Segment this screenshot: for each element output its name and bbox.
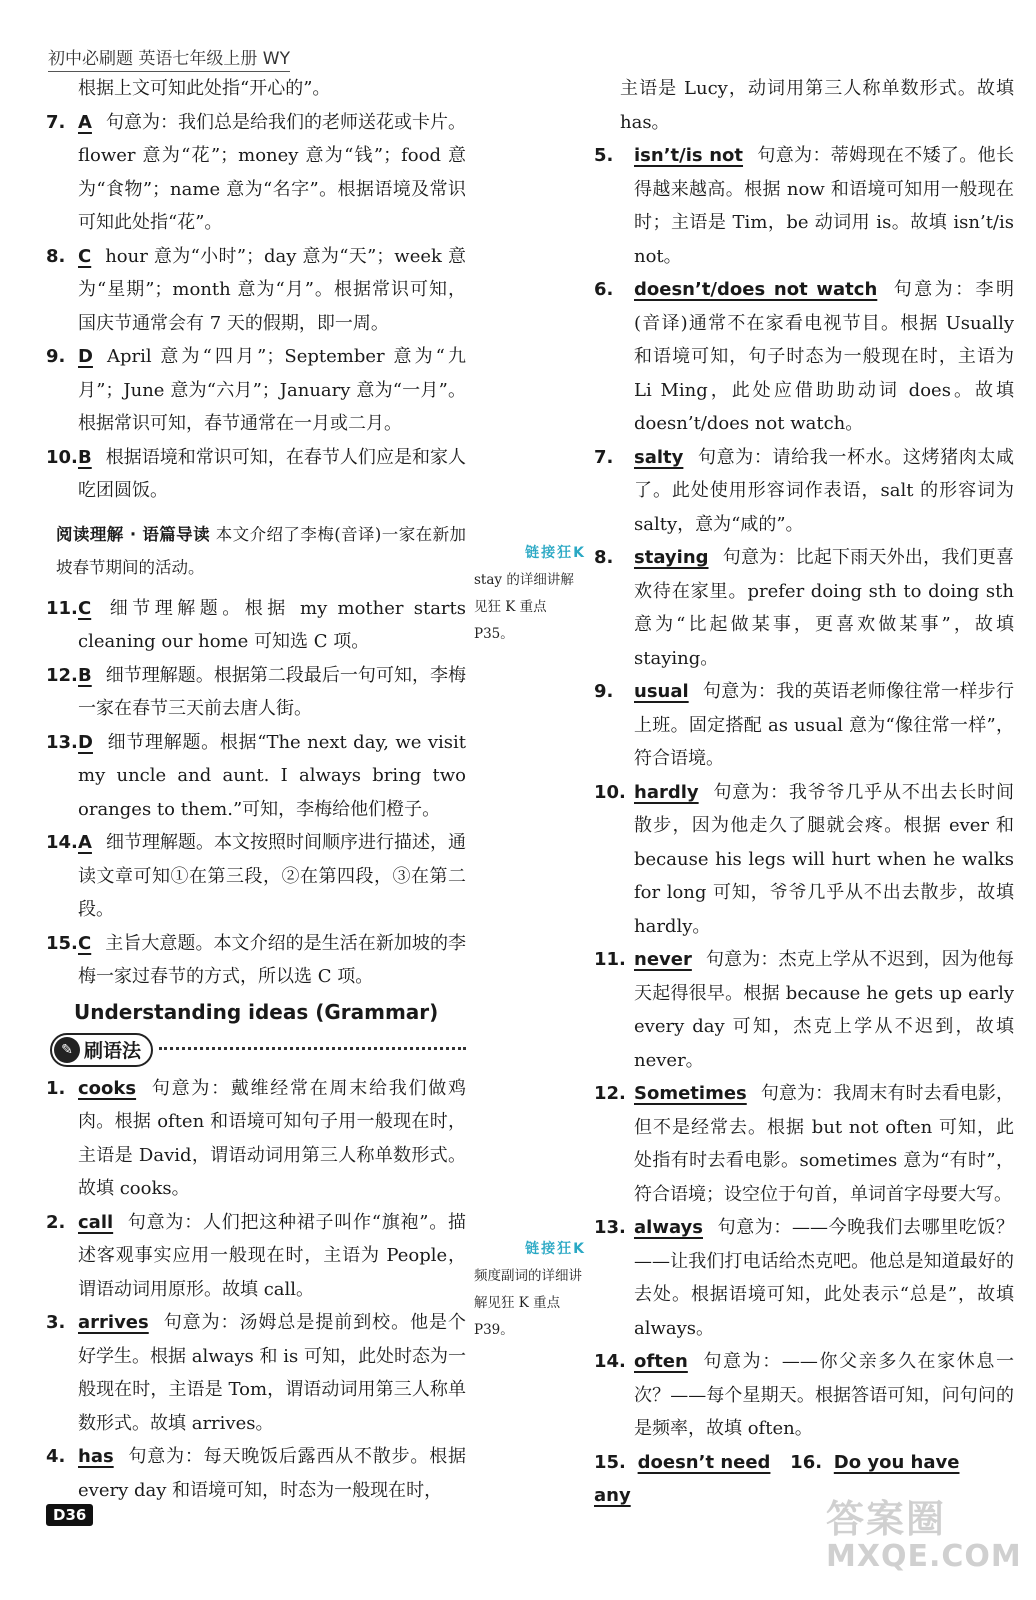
side-note-text: 频度副词的详细讲解见狂 K 重点 P39。 [474, 1268, 582, 1338]
answer: D [78, 346, 93, 367]
answer-item [594, 273, 1014, 441]
item-number: 2. [46, 1211, 66, 1233]
watermark-logo [826, 1488, 1026, 1588]
item-body [78, 1072, 466, 1206]
item-body [634, 441, 1014, 542]
answer: isn’t/is not [634, 145, 744, 166]
right-column [594, 72, 1014, 1513]
answer-item [594, 541, 1014, 675]
link-tag: 链接狂K [525, 545, 586, 561]
grammar-badge [50, 1033, 153, 1067]
answer: Sometimes [634, 1083, 747, 1104]
item-number: 7. [46, 111, 66, 133]
side-note-2 [474, 1236, 586, 1344]
answer: has [78, 1446, 114, 1467]
item-number: 16. [790, 1451, 823, 1473]
answer-item [594, 1345, 1014, 1446]
reading-text: 本文介绍了李梅(音译)一家在新加坡春节期间的活动。 [56, 524, 467, 577]
item-number: 10. [46, 446, 78, 468]
page-header: 初中必刷题 英语七年级上册 WY [48, 44, 290, 72]
explanation: 句意为：我的英语老师像往常一样步行上班。固定搭配 as usual 意为“像往常一样”，符合语境。 [634, 681, 1014, 769]
answer-item [594, 1077, 1014, 1211]
answer-item [46, 1206, 466, 1307]
item-number: 7. [594, 446, 614, 468]
item-body [78, 441, 466, 508]
answer: Do you have any [594, 1451, 960, 1506]
item-number: 12. [46, 664, 78, 686]
item-number: 11. [46, 597, 78, 619]
item-body [634, 273, 1014, 441]
answer: arrives [78, 1312, 149, 1333]
reading-label: 阅读理解 · 语篇导读 [56, 524, 211, 544]
explanation: 根据语境和常识可知，在春节人们应是和家人吃团圆饭。 [78, 446, 466, 501]
explanation: 句意为：汤姆总是提前到校。他是个好学生。根据 always 和 is 可知，此处时态为一般现在时，主语是 Tom，谓语动词用第三人称单数形式。故填 arrives。 [78, 1312, 466, 1434]
explanation: 句意为：——你父亲多久在家休息一次？——每个星期天。根据答语可知，问句问的是频率，故填 often。 [634, 1351, 1014, 1439]
item-number: 3. [46, 1312, 66, 1333]
answer-item [46, 1440, 466, 1507]
dotted-divider [159, 1047, 466, 1050]
section-title: Understanding ideas (Grammar) [74, 999, 439, 1024]
answer: C [78, 597, 92, 619]
answer: D [78, 731, 93, 753]
link-tag: 链接狂K [525, 1241, 586, 1257]
explanation: 句意为：请给我一杯水。这烤猪肉太咸了。此处使用形容词作表语，salt 的形容词为 salty，意为“咸的”。 [634, 446, 1014, 535]
left-column [46, 72, 466, 1507]
item-body [634, 776, 1014, 944]
item-body [634, 1077, 1014, 1211]
reading-guide [56, 518, 466, 584]
grammar-header [50, 1032, 466, 1068]
answer: always [634, 1217, 703, 1238]
side-note-text: stay 的详细讲解见狂 K 重点 P35。 [474, 572, 574, 642]
item-body [634, 943, 1014, 1077]
grammar-badge-label: 刷语法 [84, 1040, 142, 1062]
answer: C [78, 932, 92, 954]
answer-item [46, 592, 466, 659]
explanation: 句意为：蒂姆现在不矮了。他长得越来越高。根据 now 和语境可知用一般现在时；主语是 Tim，be 动词用 is。故填 isn’t/is not。 [634, 145, 1015, 267]
item-number: 15. [594, 1451, 626, 1473]
item-body [634, 541, 1014, 675]
answer: staying [634, 547, 709, 568]
item-body [78, 240, 466, 341]
item-number: 13. [46, 731, 78, 753]
intro-line: 根据上文可知此处指“开心的”。 [78, 78, 331, 99]
side-note-1 [474, 540, 586, 648]
explanation: 细节理解题。根据 my mother starts cleaning our home 可知选 C 项。 [78, 597, 466, 652]
item-number: 1. [46, 1077, 66, 1099]
item-number: 10. [594, 781, 626, 803]
answer-item [46, 726, 466, 827]
page-number: D36 [46, 1504, 93, 1526]
explanation: 句意为：我周末有时去看电影，但不是经常去。根据 but not often 可知，此处指有时去看电影。sometimes 意为“有时”，符合语境；设空位于句首，单词首字母要大写。 [634, 1083, 1014, 1205]
explanation: hour 意为“小时”；day 意为“天”；week 意为“星期”；month 意为“月”。根据常识可知，国庆节通常会有 7 天的假期，即一周。 [78, 245, 466, 334]
explanation: 句意为：戴维经常在周末给我们做鸡肉。根据 often 和语境可知句子用一般现在时，主语是 David，谓语动词用第三人称单数形式。故填 cooks。 [78, 1077, 466, 1199]
item-body [78, 927, 466, 994]
explanation: 句意为：比起下雨天外出，我们更喜欢待在家里。prefer doing sth to doing sth 意为“比起做某事，更喜欢做某事”，故填 staying。 [634, 547, 1014, 669]
answer: B [78, 664, 92, 686]
item-body [78, 1440, 466, 1507]
explanation: 句意为：人们把这种裙子叫作“旗袍”。描述客观事实应用一般现在时，主语为 People，谓语动词用原形。故填 call。 [78, 1211, 466, 1300]
item-body [78, 1306, 466, 1440]
item-number: 9. [46, 346, 66, 367]
item-number: 8. [46, 245, 66, 267]
answer: often [634, 1351, 688, 1372]
answer: hardly [634, 781, 699, 803]
answer-item [46, 927, 466, 994]
answer-item [594, 139, 1014, 273]
answer: A [78, 832, 92, 853]
item-body [78, 659, 466, 726]
explanation: April 意为“四月”；September 意为“九月”；June 意为“六月”；January 意为“一月”。根据常识可知，春节通常在一月或二月。 [78, 346, 466, 434]
item-number: 4. [46, 1446, 66, 1467]
explanation: 细节理解题。根据第二段最后一句可知，李梅一家在春节三天前去唐人街。 [78, 664, 466, 719]
item-body [634, 1211, 1014, 1345]
answer: A [78, 111, 92, 133]
answer-item [46, 240, 466, 341]
item-body [78, 592, 466, 659]
answer-item [46, 1072, 466, 1206]
item-number: 9. [594, 681, 614, 702]
item-number: 11. [594, 949, 626, 970]
answer-item [46, 106, 466, 240]
explanation: 句意为：我们总是给我们的老师送花或卡片。flower 意为“花”；money 意为“钱”；food 意为“食物”；name 意为“名字”。根据语境及常识可知此处指“花”。 [78, 111, 466, 233]
answer: usual [634, 681, 689, 702]
answer: never [634, 949, 692, 970]
answer-item [46, 340, 466, 441]
item-body [78, 826, 466, 927]
answer-item [46, 826, 466, 927]
pen-icon: ✎ [54, 1037, 80, 1063]
continuation-text: 主语是 Lucy，动词用第三人称单数形式。故填 has。 [620, 78, 1014, 133]
explanation: 细节理解题。根据“The next day, we visit my uncle and aunt. I always bring two oranges to them.”可知，李梅给他们橙子。 [78, 731, 466, 820]
answer-item [594, 943, 1014, 1077]
explanation: 句意为：李明(音译)通常不在家看电视节目。根据 Usually 和语境可知，句子时态为一般现在时，主语为 Li Ming，此处应借助助动词 does。故填 doesn’t/does not watch。 [634, 279, 1015, 434]
item-number: 14. [46, 832, 78, 853]
item-body [78, 106, 466, 240]
answer: call [78, 1211, 114, 1233]
explanation: 句意为：每天晚饭后露西从不散步。根据 every day 和语境可知，时态为一般现在时， [78, 1446, 466, 1501]
answer: B [78, 446, 92, 468]
answer: doesn’t/does not watch [634, 279, 878, 300]
answer-item [594, 776, 1014, 944]
item-body [634, 675, 1014, 776]
item-number: 14. [594, 1351, 626, 1372]
answer-item [594, 1211, 1014, 1345]
item-number: 15. [46, 932, 78, 954]
item-body [78, 340, 466, 441]
item-body [634, 1345, 1014, 1446]
answer-item [46, 1306, 466, 1440]
answer-item [46, 659, 466, 726]
item-number: 8. [594, 547, 614, 568]
answer-item [594, 441, 1014, 542]
item-number: 6. [594, 279, 614, 300]
answer: salty [634, 446, 684, 468]
answer: C [78, 245, 92, 267]
item-number: 12. [594, 1083, 626, 1104]
answer-item [594, 675, 1014, 776]
item-body [78, 1206, 466, 1307]
explanation: 句意为：我爷爷几乎从不出去长时间散步，因为他走久了腿就会疼。根据 ever 和 because his legs will hurt when he walks for long 可知，爷爷几乎从不出去散步，故填 hardly。 [634, 781, 1014, 937]
item-body [634, 139, 1014, 273]
item-number: 5. [594, 145, 614, 166]
explanation: 句意为：——今晚我们去哪里吃饭？——让我们打电话给杰克吧。他总是知道最好的去处。根据语境可知，此处表示“总是”，故填 always。 [634, 1217, 1014, 1339]
item-number: 13. [594, 1217, 626, 1238]
watermark-bottom: MXQE.COM [826, 1539, 1022, 1574]
explanation: 句意为：杰克上学从不迟到，因为他每天起得很早。根据 because he gets up early every day 可知，杰克上学从不迟到，故填 never。 [634, 949, 1014, 1071]
answer-item [46, 441, 466, 508]
explanation: 主旨大意题。本文介绍的是生活在新加坡的李梅一家过春节的方式，所以选 C 项。 [78, 932, 466, 987]
answer: doesn’t need [637, 1451, 771, 1473]
explanation: 细节理解题。本文按照时间顺序进行描述，通读文章可知①在第三段，②在第四段，③在第二段。 [78, 832, 466, 920]
answer: cooks [78, 1077, 137, 1099]
item-body [78, 726, 466, 827]
watermark-top: 答案圈 [826, 1497, 947, 1541]
